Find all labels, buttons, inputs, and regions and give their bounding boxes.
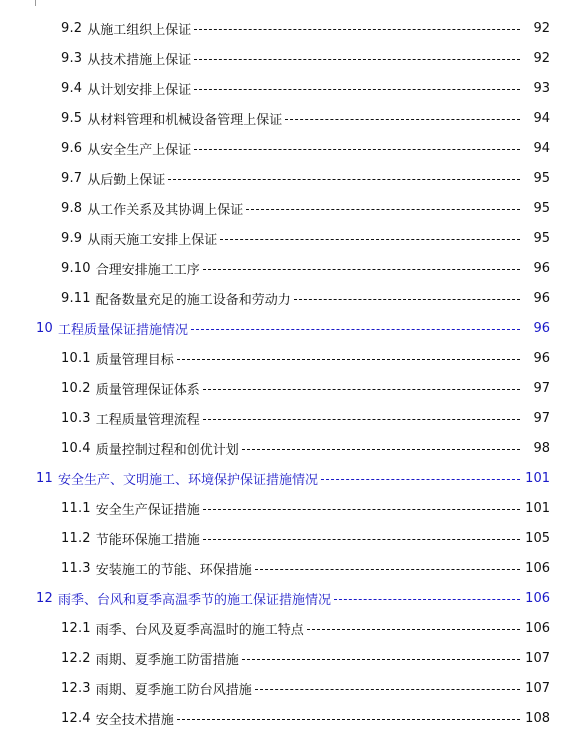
toc-entry-page-number: 101 (525, 500, 550, 516)
toc-entry-number: 10.3 (61, 410, 91, 426)
toc-entry-page-number: 95 (533, 200, 550, 216)
toc-dot-leader (194, 59, 520, 60)
toc-dot-leader (255, 569, 520, 570)
toc-entry-number: 9.3 (61, 50, 83, 66)
toc-entry-title: 雨季、台风及夏季高温时的施工特点 (95, 622, 304, 638)
toc-dot-leader (255, 689, 520, 690)
toc-dot-leader (203, 539, 520, 540)
toc-entry[interactable] (0, 373, 578, 403)
toc-entry-page-number: 107 (525, 680, 550, 696)
toc-entry-page-number: 106 (525, 590, 550, 606)
toc-entry-page-number: 95 (533, 230, 550, 246)
toc-entry[interactable] (0, 523, 578, 553)
toc-dot-leader (177, 719, 520, 720)
toc-entry-title: 从计划安排上保证 (87, 82, 192, 98)
toc-entry-number: 12.1 (61, 620, 91, 636)
toc-entry-number: 9.7 (61, 170, 83, 186)
toc-entry[interactable] (0, 673, 578, 703)
toc-entry-page-number: 107 (525, 650, 550, 666)
toc-dot-leader (294, 299, 520, 300)
toc-entry-title: 雨期、夏季施工防台风措施 (95, 682, 252, 698)
toc-entry-number: 11.3 (61, 560, 91, 576)
toc-heading-entry[interactable] (0, 463, 578, 493)
toc-entry[interactable] (0, 133, 578, 163)
toc-entry-title: 雨季、台风和夏季高温季节的施工保证措施情况 (57, 592, 331, 608)
toc-entry-title: 质量管理保证体系 (95, 382, 200, 398)
toc-entry-page-number: 101 (525, 470, 550, 486)
toc-dot-leader (242, 449, 520, 450)
toc-entry-title: 从技术措施上保证 (87, 52, 192, 68)
toc-entry-page-number: 97 (533, 410, 550, 426)
toc-entry-number: 10 (36, 320, 53, 336)
toc-entry-number: 11.2 (61, 530, 91, 546)
toc-entry[interactable] (0, 103, 578, 133)
toc-dot-leader (307, 629, 520, 630)
toc-dot-leader (177, 359, 520, 360)
toc-entry-title: 安全生产保证措施 (95, 502, 200, 518)
toc-entry-title: 工程质量管理流程 (95, 412, 200, 428)
toc-entry[interactable] (0, 493, 578, 523)
toc-entry[interactable] (0, 553, 578, 583)
toc-entry-title: 节能环保施工措施 (95, 532, 200, 548)
toc-entry[interactable] (0, 253, 578, 283)
toc-entry-number: 9.8 (61, 200, 83, 216)
toc-entry-title: 雨期、夏季施工防雷措施 (95, 652, 239, 668)
toc-dot-leader (191, 329, 520, 330)
toc-entry-page-number: 93 (533, 80, 550, 96)
toc-entry-number: 12.4 (61, 710, 91, 726)
toc-entry[interactable] (0, 43, 578, 73)
toc-entry-number: 10.1 (61, 350, 91, 366)
toc-entry-page-number: 106 (525, 620, 550, 636)
toc-entry-number: 11 (36, 470, 53, 486)
toc-entry-title: 从材料管理和机械设备管理上保证 (87, 112, 283, 128)
table-of-contents (0, 13, 578, 733)
toc-dot-leader (285, 119, 520, 120)
toc-entry-number: 9.5 (61, 110, 83, 126)
toc-entry-title: 安装施工的节能、环保措施 (95, 562, 252, 578)
toc-entry-number: 12 (36, 590, 53, 606)
toc-entry[interactable] (0, 163, 578, 193)
toc-dot-leader (203, 269, 520, 270)
toc-dot-leader (203, 389, 520, 390)
toc-dot-leader (220, 239, 520, 240)
toc-entry[interactable] (0, 223, 578, 253)
toc-dot-leader (246, 209, 520, 210)
toc-entry-page-number: 98 (533, 440, 550, 456)
toc-entry-title: 从雨天施工安排上保证 (87, 232, 218, 248)
toc-dot-leader (203, 419, 520, 420)
toc-entry-page-number: 105 (525, 530, 550, 546)
toc-entry-title: 安全技术措施 (95, 712, 174, 728)
toc-entry-page-number: 96 (533, 350, 550, 366)
toc-entry-title: 质量控制过程和创优计划 (95, 442, 239, 458)
toc-entry-number: 9.9 (61, 230, 83, 246)
toc-entry[interactable] (0, 193, 578, 223)
toc-entry-number: 9.4 (61, 80, 83, 96)
toc-entry-number: 10.2 (61, 380, 91, 396)
toc-entry[interactable] (0, 283, 578, 313)
toc-dot-leader (194, 29, 520, 30)
toc-entry-page-number: 108 (525, 710, 550, 726)
toc-entry[interactable] (0, 403, 578, 433)
toc-entry-title: 合理安排施工工序 (95, 262, 200, 278)
toc-entry-title: 从工作关系及其协调上保证 (87, 202, 244, 218)
page-corner-mark (35, 0, 36, 6)
toc-entry-title: 工程质量保证措施情况 (57, 322, 188, 338)
toc-heading-entry[interactable] (0, 313, 578, 343)
toc-entry-title: 从施工组织上保证 (87, 22, 192, 38)
toc-heading-entry[interactable] (0, 583, 578, 613)
toc-dot-leader (194, 89, 520, 90)
toc-entry-page-number: 94 (533, 110, 550, 126)
toc-entry-page-number: 96 (533, 290, 550, 306)
toc-entry-number: 9.6 (61, 140, 83, 156)
toc-entry-title: 从后勤上保证 (87, 172, 166, 188)
toc-entry[interactable] (0, 643, 578, 673)
toc-entry-number: 12.3 (61, 680, 91, 696)
toc-entry[interactable] (0, 433, 578, 463)
toc-dot-leader (242, 659, 520, 660)
toc-entry-number: 9.11 (61, 290, 91, 306)
toc-entry[interactable] (0, 613, 578, 643)
toc-dot-leader (168, 179, 520, 180)
toc-entry-number: 12.2 (61, 650, 91, 666)
toc-entry[interactable] (0, 73, 578, 103)
toc-entry-number: 9.10 (61, 260, 91, 276)
toc-entry-number: 11.1 (61, 500, 91, 516)
toc-entry-number: 10.4 (61, 440, 91, 456)
toc-entry-title: 配备数量充足的施工设备和劳动力 (95, 292, 291, 308)
toc-dot-leader (321, 479, 520, 480)
toc-dot-leader (334, 599, 520, 600)
toc-entry-page-number: 96 (533, 260, 550, 276)
toc-entry-number: 9.2 (61, 20, 83, 36)
toc-dot-leader (194, 149, 520, 150)
toc-entry-title: 质量管理目标 (95, 352, 174, 368)
toc-entry-page-number: 106 (525, 560, 550, 576)
toc-entry-page-number: 95 (533, 170, 550, 186)
toc-entry-page-number: 94 (533, 140, 550, 156)
toc-entry[interactable] (0, 13, 578, 43)
toc-entry-page-number: 97 (533, 380, 550, 396)
toc-entry[interactable] (0, 703, 578, 733)
toc-entry[interactable] (0, 343, 578, 373)
toc-entry-title: 安全生产、文明施工、环境保护保证措施情况 (57, 472, 318, 488)
toc-entry-page-number: 92 (533, 50, 550, 66)
toc-entry-page-number: 92 (533, 20, 550, 36)
toc-entry-page-number: 96 (533, 320, 550, 336)
toc-entry-title: 从安全生产上保证 (87, 142, 192, 158)
toc-dot-leader (203, 509, 520, 510)
